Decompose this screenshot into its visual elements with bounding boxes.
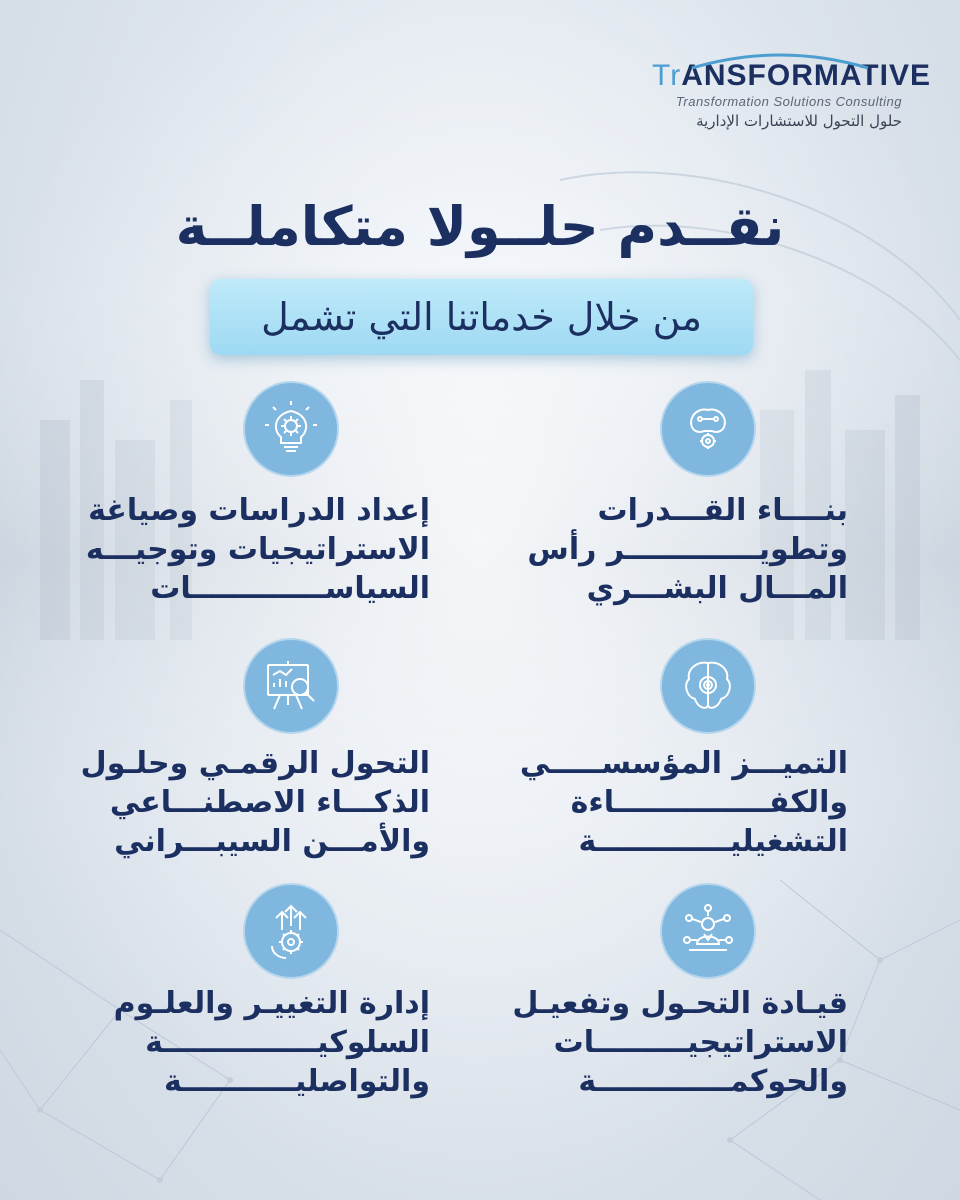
leadership-network-icon xyxy=(660,883,756,979)
growth-gear-icon xyxy=(243,883,339,979)
service-line: التحول الرقمـي وحلـول xyxy=(80,746,430,781)
service-line: والتواصليـــــــــــة xyxy=(163,1064,430,1099)
service-text xyxy=(468,491,848,608)
service-line: السياســـــــــــــات xyxy=(150,571,430,606)
logo-wordmark-light: Tr xyxy=(652,59,682,92)
service-line: المـــال البشـــري xyxy=(586,571,848,606)
logo-tagline-en: Transformation Solutions Consulting xyxy=(675,94,902,109)
service-line: التميـــز المؤسســـــي xyxy=(519,746,848,781)
service-line: الاستراتيجيات وتوجيـــه xyxy=(85,532,430,567)
service-line: السلوكيـــــــــــــــة xyxy=(145,1025,430,1060)
logo-arc-icon xyxy=(690,48,870,70)
brain-target-icon xyxy=(660,638,756,734)
service-line: التشغيليـــــــــــــة xyxy=(578,824,848,859)
analytics-board-icon xyxy=(243,638,339,734)
service-text xyxy=(468,744,848,861)
service-line: والحوكمـــــــــــــة xyxy=(578,1064,848,1099)
page-headline: نقــدم حلــولا متكاملــة xyxy=(175,195,785,258)
service-line: قيـادة التحـول وتفعيـل xyxy=(512,986,848,1021)
service-line: وتطويـــــــــــــر رأس xyxy=(527,532,848,567)
service-text xyxy=(50,984,430,1101)
page-subheadline: من خلال خدماتنا التي تشمل xyxy=(210,279,753,355)
service-line: الذكـــاء الاصطنـــاعي xyxy=(109,785,430,820)
service-line: والأمـــن السيبـــراني xyxy=(114,824,430,859)
service-line: إدارة التغييـر والعلـوم xyxy=(113,986,430,1021)
service-line: إعداد الدراسات وصياغة xyxy=(88,493,430,528)
service-line: والكفـــــــــــــــاءة xyxy=(570,785,848,820)
brain-gear-icon xyxy=(660,381,756,477)
brand-logo xyxy=(652,52,931,132)
service-line: الاستراتيجيـــــــــات xyxy=(553,1025,848,1060)
service-text xyxy=(50,491,430,608)
lightbulb-gear-icon xyxy=(243,381,339,477)
service-line: بنــــاء القـــدرات xyxy=(597,493,848,528)
service-text xyxy=(468,984,848,1101)
logo-wordmark-bold: ANSFORMATIVE xyxy=(681,59,931,92)
logo-tagline-ar: حلول التحول للاستشارات الإدارية xyxy=(696,112,902,130)
service-text xyxy=(50,744,430,861)
